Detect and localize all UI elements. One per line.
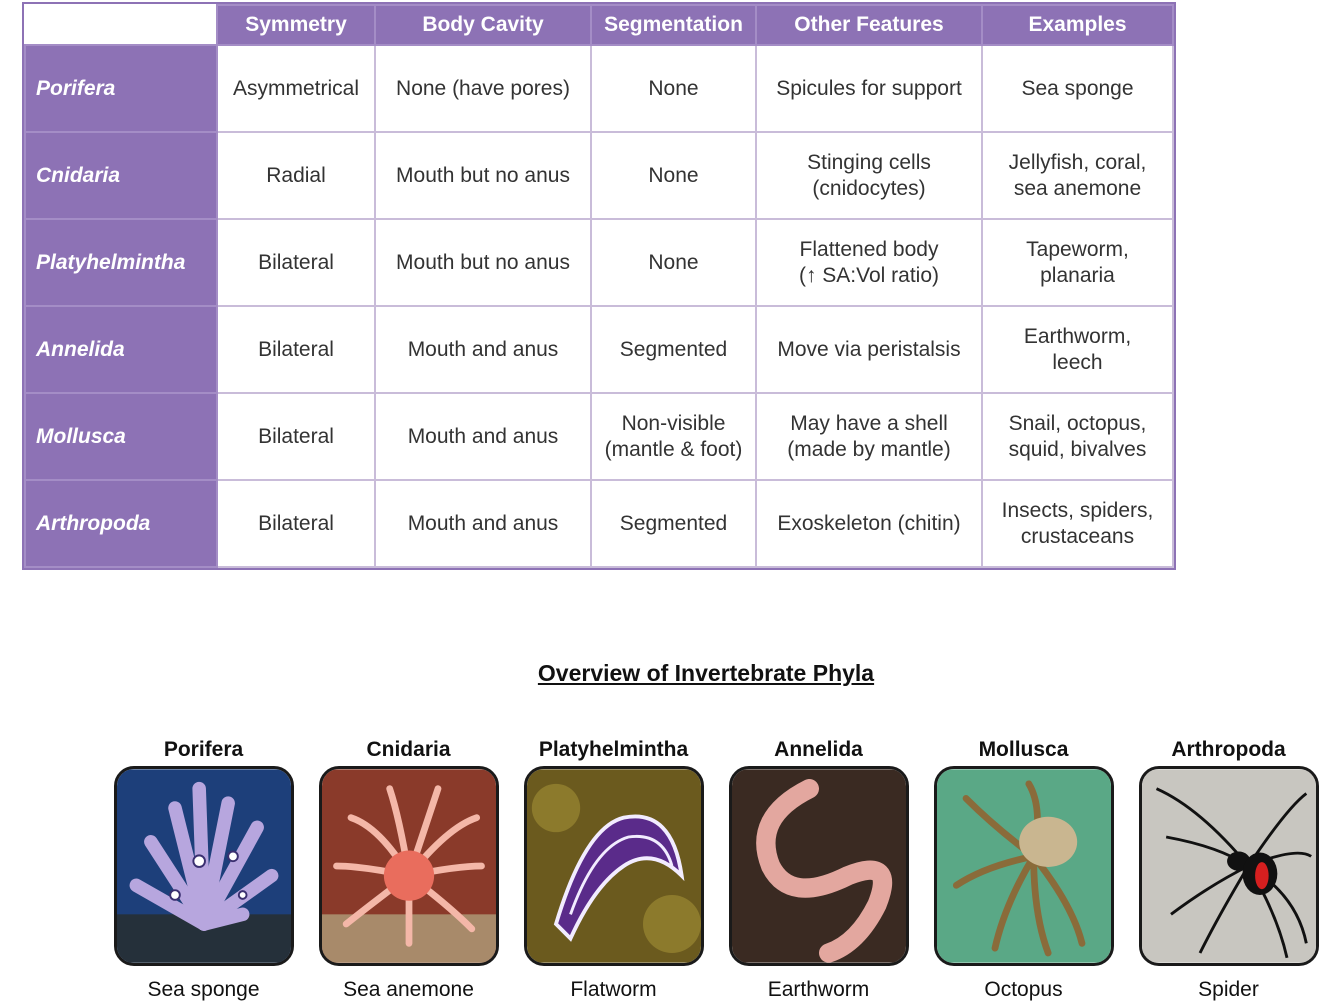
flatworm-icon (527, 769, 701, 963)
table-row (25, 45, 1173, 132)
octopus-icon (937, 769, 1111, 963)
cell-other-features: Exoskeleton (chitin) (756, 480, 982, 567)
card-caption: Earthworm (767, 978, 870, 1001)
phyla-table (24, 4, 1174, 568)
header-body-cavity: Body Cavity (375, 5, 591, 45)
cell-segmentation: None (591, 132, 756, 219)
cell-body-cavity: Mouth but no anus (375, 132, 591, 219)
card-title: Mollusca (978, 738, 1069, 761)
cell-examples: Earthworm, leech (982, 306, 1173, 393)
gallery-card-annelida (716, 734, 921, 1002)
card-caption: Flatworm (570, 978, 657, 1001)
cell-segmentation: Segmented (591, 306, 756, 393)
phyla-gallery (101, 734, 1331, 1002)
table-row (25, 132, 1173, 219)
cell-other-features: Flattened body (↑ SA:Vol ratio) (756, 219, 982, 306)
header-other-features: Other Features (756, 5, 982, 45)
cell-segmentation: Non-visible (mantle & foot) (591, 393, 756, 480)
card-caption: Octopus (984, 978, 1063, 1001)
earthworm-icon (732, 769, 906, 963)
card-caption: Sea anemone (343, 978, 474, 1001)
gallery-card-porifera (101, 734, 306, 1002)
cell-body-cavity: Mouth and anus (375, 480, 591, 567)
card-title: Cnidaria (366, 738, 451, 761)
card-title: Porifera (163, 738, 244, 761)
card-caption: Spider (1198, 978, 1259, 1001)
header-row (25, 5, 1173, 45)
cell-examples: Sea sponge (982, 45, 1173, 132)
cell-body-cavity: None (have pores) (375, 45, 591, 132)
row-head-cnidaria: Cnidaria (25, 132, 217, 219)
table-row (25, 480, 1173, 567)
sea-sponge-icon (117, 769, 291, 963)
cell-symmetry: Bilateral (217, 480, 375, 567)
row-head-mollusca: Mollusca (25, 393, 217, 480)
spider-icon (1142, 769, 1316, 963)
cell-segmentation: None (591, 219, 756, 306)
card-title: Arthropoda (1171, 738, 1286, 761)
cell-examples: Jellyfish, coral, sea anemone (982, 132, 1173, 219)
sea-anemone-icon (322, 769, 496, 963)
cell-body-cavity: Mouth and anus (375, 306, 591, 393)
row-head-platyhelmintha: Platyhelmintha (25, 219, 217, 306)
cell-examples: Snail, octopus, squid, bivalves (982, 393, 1173, 480)
overview-heading: Overview of Invertebrate Phyla (537, 660, 875, 686)
header-segmentation: Segmentation (591, 5, 756, 45)
gallery-card-cnidaria (306, 734, 511, 1002)
cell-other-features: May have a shell (made by mantle) (756, 393, 982, 480)
gallery-card-platyhelmintha (511, 734, 716, 1002)
header-examples: Examples (982, 5, 1173, 45)
spider-photo (1139, 766, 1319, 966)
octopus-photo (934, 766, 1114, 966)
cell-examples: Insects, spiders, crustaceans (982, 480, 1173, 567)
cell-symmetry: Radial (217, 132, 375, 219)
table-row (25, 219, 1173, 306)
cell-examples: Tapeworm, planaria (982, 219, 1173, 306)
earthworm-photo (729, 766, 909, 966)
table-row (25, 393, 1173, 480)
header-symmetry: Symmetry (217, 5, 375, 45)
cell-symmetry: Bilateral (217, 219, 375, 306)
cell-other-features: Move via peristalsis (756, 306, 982, 393)
row-head-arthropoda: Arthropoda (25, 480, 217, 567)
gallery-card-mollusca (921, 734, 1126, 1002)
corner-cell (25, 5, 217, 45)
gallery-card-arthropoda (1126, 734, 1331, 1002)
cell-symmetry: Asymmetrical (217, 45, 375, 132)
cell-other-features: Spicules for support (756, 45, 982, 132)
card-title: Annelida (774, 738, 863, 761)
table-row (25, 306, 1173, 393)
row-head-annelida: Annelida (25, 306, 217, 393)
cell-symmetry: Bilateral (217, 393, 375, 480)
cell-symmetry: Bilateral (217, 306, 375, 393)
row-head-porifera: Porifera (25, 45, 217, 132)
flatworm-photo (524, 766, 704, 966)
cell-other-features: Stinging cells (cnidocytes) (756, 132, 982, 219)
cell-body-cavity: Mouth but no anus (375, 219, 591, 306)
sea-sponge-photo (114, 766, 294, 966)
sea-anemone-photo (319, 766, 499, 966)
cell-body-cavity: Mouth and anus (375, 393, 591, 480)
cell-segmentation: None (591, 45, 756, 132)
card-caption: Sea sponge (147, 978, 260, 1001)
card-title: Platyhelmintha (538, 738, 689, 761)
cell-segmentation: Segmented (591, 480, 756, 567)
